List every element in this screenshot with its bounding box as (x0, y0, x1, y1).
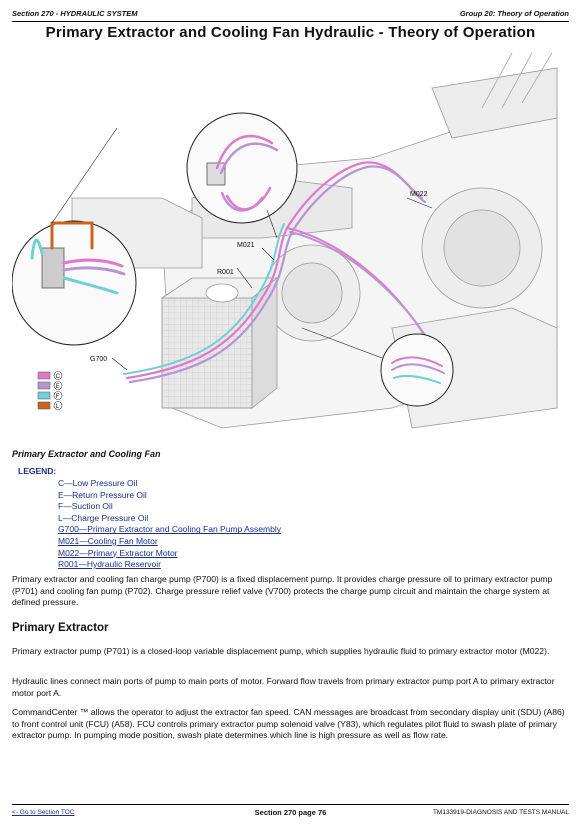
page-header (12, 8, 569, 22)
paragraph-commandcenter: CommandCenter ™ allows the operator to adjust the extractor fan speed. CAN messages are broadcast from secondary display unit (SDU) (A86) to front control unit (FCU) (A58). FCU controls primary extractor pump solenoid valve (Y83), which regulates pilot fluid to swash plate of primary extractor pump. In pumping mode position, swash plate determines which line is high pressure as well as flow rate. (12, 707, 565, 741)
legend-item-e: E—Return Pressure Oil (58, 489, 147, 500)
legend-link-g700[interactable]: G700—Primary Extractor and Cooling Fan Pump Assembly (58, 524, 281, 535)
legend-link-m021[interactable]: M021—Cooling Fan Motor (58, 535, 158, 546)
go-to-toc-link[interactable]: <- Go to Section TOC (12, 809, 75, 816)
legend-item-c: C—Low Pressure Oil (58, 478, 138, 488)
page-footer (12, 804, 569, 818)
hydraulic-illustration (12, 48, 569, 434)
legend-item-f: F—Suction Oil (58, 501, 113, 512)
page-title: Primary Extractor and Cooling Fan Hydraulic - Theory of Operation (45, 24, 536, 41)
callout-g700: G700 (90, 356, 108, 363)
legend-title: LEGEND: (18, 466, 57, 476)
legend-link-r001[interactable]: R001—Hydraulic Reservoir (58, 559, 161, 570)
svg-text:F: F (55, 394, 60, 400)
section-label: Section 270 - HYDRAULIC SYSTEM (12, 9, 138, 18)
svg-text:E: E (55, 384, 60, 390)
legend-item-l: L—Charge Pressure Oil (58, 512, 149, 523)
svg-text:C: C (55, 374, 60, 380)
svg-text:L: L (55, 404, 60, 410)
paragraph-extractor-pump: Primary extractor pump (P701) is a closed-loop variable displacement pump, which supplies hydraulic fluid to primary extractor motor (M022). (12, 646, 550, 656)
callout-m021: M021 (237, 242, 255, 249)
callout-m022: M022 (410, 191, 428, 198)
legend-list (58, 478, 281, 571)
section-heading-primary-extractor: Primary Extractor (12, 622, 109, 634)
page-number: Section 270 page 76 (254, 808, 327, 817)
figure-caption: Primary Extractor and Cooling Fan (12, 449, 161, 459)
callout-r001: R001 (217, 269, 234, 276)
group-label: Group 20: Theory of Operation (459, 9, 569, 18)
legend-link-m022[interactable]: M022—Primary Extractor Motor (58, 547, 178, 558)
paragraph-hydraulic-lines: Hydraulic lines connect main ports of pump to main ports of motor. Forward flow travels from primary extractor pump port A to primary extractor motor port A. (12, 676, 555, 698)
paragraph-charge-pump: Primary extractor and cooling fan charge pump (P700) is a fixed displacement pump. It provides charge pressure oil to primary extractor pump (P701) and cooling fan pump (P702). Charge pressure relief valve (V700) protects the charge pump circuit and maintain the charge system at defined pressure. (12, 574, 553, 608)
manual-id: TM133919-DIAGNOSIS AND TESTS MANUAL (432, 809, 569, 816)
